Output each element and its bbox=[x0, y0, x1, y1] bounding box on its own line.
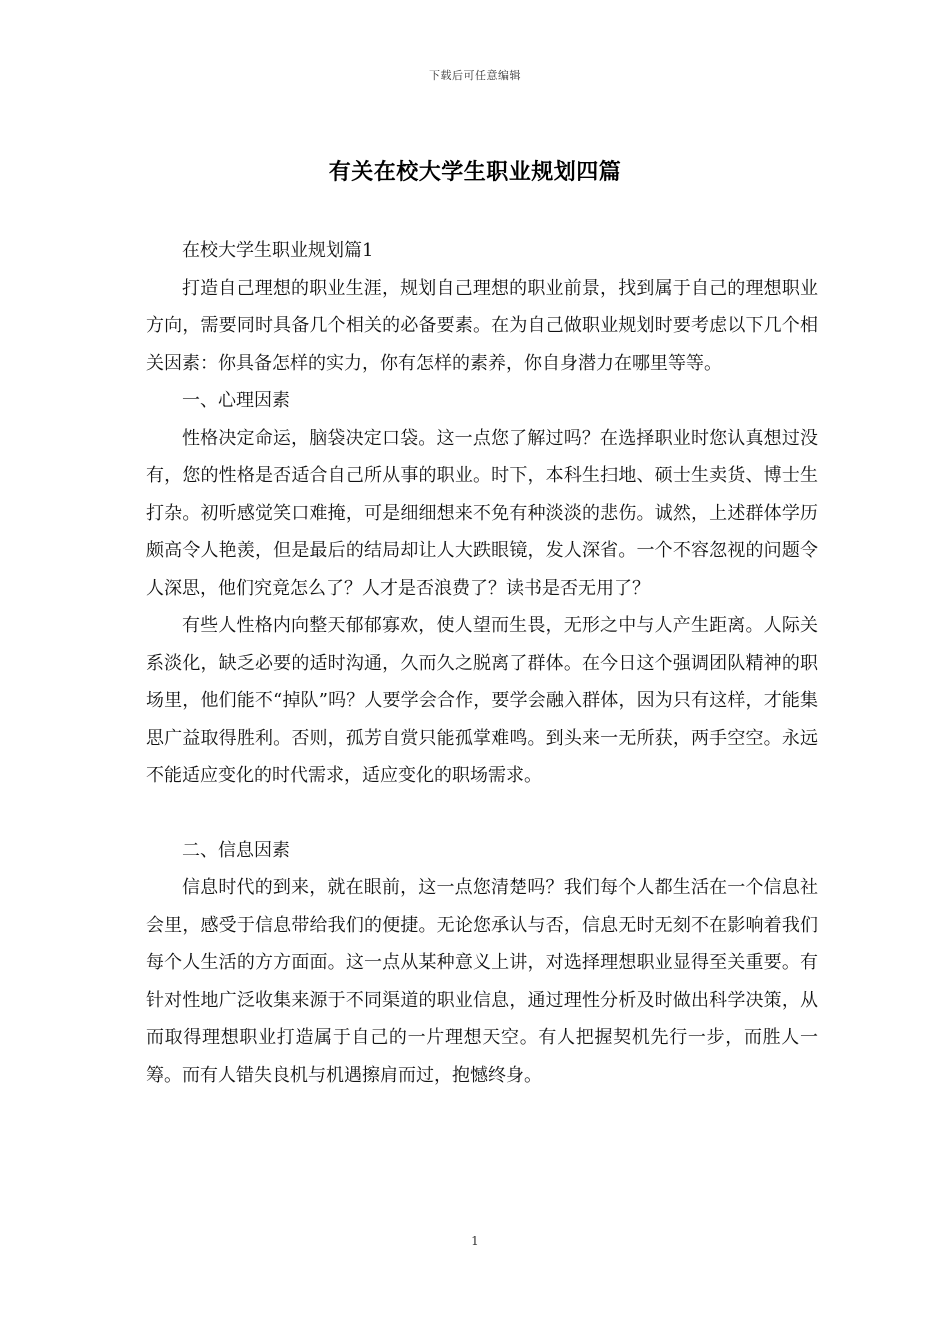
paragraph-intro: 打造自己理想的职业生涯，规划自己理想的职业前景，找到属于自己的理想职业方向，需要同时具备几个相关的必备要素。在为自己做职业规划时要考虑以下几个相关因素：你具备怎样的实力，你有怎样的素养，你自身潜力在哪里等等。 bbox=[146, 277, 818, 374]
document-body bbox=[146, 232, 818, 1094]
paragraph-introversion: 有些人性格内向整天郁郁寡欢，使人望而生畏，无形之中与人产生距离。人际关系淡化，缺乏必要的适时沟通，久而久之脱离了群体。在今日这个强调团队精神的职场里，他们能不“掉队”吗？人要学会合作，要学会融入群体，因为只有这样，才能集思广益取得胜利。否则，孤芳自赏只能孤掌难鸣。到头来一无所获，两手空空。永远不能适应变化的时代需求，适应变化的职场需求。 bbox=[146, 615, 818, 786]
paragraph-personality: 性格决定命运，脑袋决定口袋。这一点您了解过吗？在选择职业时您认真想过没有，您的性格是否适合自己所从事的职业。时下，本科生扫地、硕士生卖货、博士生打杂。初听感觉笑口难掩，可是细细想来不免有种淡淡的悲伤。诚然，上述群体学历颇高令人艳羡，但是最后的结局却让人大跌眼镜，发人深省。一个不容忽视的问题令人深思，他们究竟怎么了？人才是否浪费了？读书是否无用了？ bbox=[146, 427, 818, 599]
page-number: 1 bbox=[471, 1234, 479, 1248]
section-heading-article-1: 在校大学生职业规划篇1 bbox=[182, 240, 374, 261]
paragraph-information-age: 信息时代的到来，就在眼前，这一点您清楚吗？我们每个人都生活在一个信息社会里，感受于信息带给我们的便捷。无论您承认与否，信息无时无刻不在影响着我们每个人生活的方方面面。这一点从某种意义上讲，对选择理想职业显得至关重要。有针对性地广泛收集来源于不同渠道的职业信息，通过理性分析及时做出科学决策，从而取得理想职业打造属于自己的一片理想天空。有人把握契机先行一步，而胜人一筹。而有人错失良机与机遇擦肩而过，抱憾终身。 bbox=[146, 877, 818, 1086]
section-heading-psychology: 一、心理因素 bbox=[182, 390, 290, 411]
section-heading-information: 二、信息因素 bbox=[182, 839, 290, 861]
header-note: 下载后可任意编辑 bbox=[429, 69, 521, 82]
document-title: 有关在校大学生职业规划四篇 bbox=[328, 159, 622, 185]
